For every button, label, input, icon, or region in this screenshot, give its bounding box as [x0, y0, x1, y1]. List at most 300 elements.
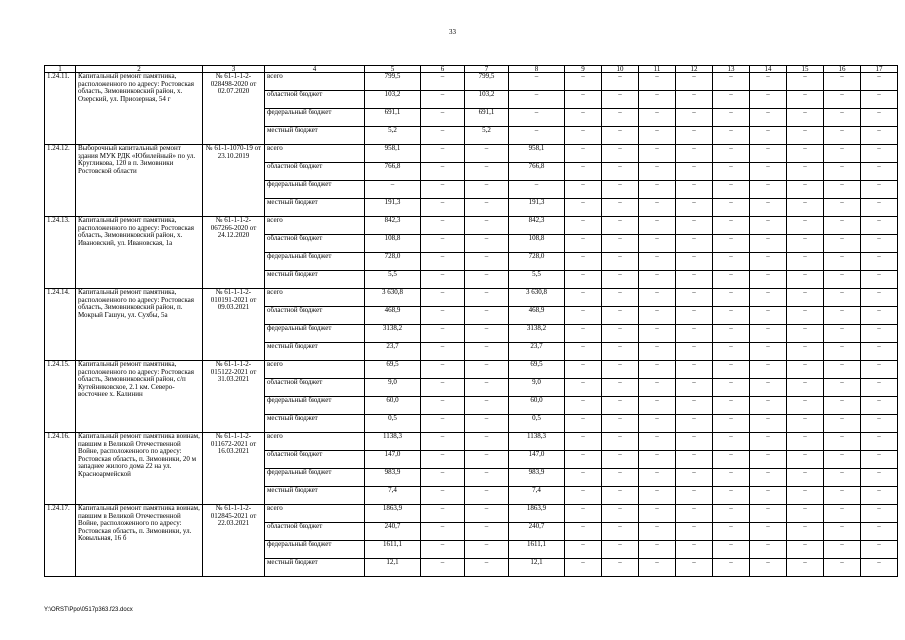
amount-col-7: – — [465, 325, 509, 343]
amount-col-7: – — [465, 217, 509, 235]
empty-dash-cell: – — [787, 451, 824, 469]
column-header-14: 14 — [750, 66, 787, 73]
empty-dash-cell: – — [824, 145, 861, 163]
empty-dash-cell: – — [787, 361, 824, 379]
empty-dash-cell: – — [421, 343, 465, 361]
amount-col-7: – — [465, 343, 509, 361]
empty-dash-cell: – — [861, 397, 898, 415]
empty-dash-cell: – — [787, 487, 824, 505]
empty-dash-cell: – — [824, 91, 861, 109]
funding-source: местный бюджет — [265, 559, 365, 577]
empty-dash-cell: – — [676, 325, 713, 343]
empty-dash-cell: – — [565, 271, 602, 289]
empty-dash-cell: – — [713, 109, 750, 127]
empty-dash-cell: – — [421, 559, 465, 577]
item-document: № 61-1-1-2-010191-2021 от 09.03.2021 — [203, 289, 265, 361]
amount-col-7: – — [465, 145, 509, 163]
column-header-7: 7 — [465, 66, 509, 73]
table-row — [45, 505, 898, 523]
amount-col-5: – — [365, 181, 421, 199]
empty-dash-cell: – — [824, 217, 861, 235]
empty-dash-cell: – — [602, 307, 639, 325]
empty-dash-cell: – — [861, 325, 898, 343]
amount-col-8: 5,5 — [509, 271, 565, 289]
empty-dash-cell: – — [750, 199, 787, 217]
empty-dash-cell: – — [787, 289, 824, 307]
amount-col-8: 468,9 — [509, 307, 565, 325]
empty-dash-cell: – — [787, 523, 824, 541]
empty-dash-cell: – — [861, 127, 898, 145]
empty-dash-cell: – — [639, 235, 676, 253]
amount-col-5: 766,8 — [365, 163, 421, 181]
empty-dash-cell: – — [676, 127, 713, 145]
amount-col-8: 60,0 — [509, 397, 565, 415]
amount-col-8: 3138,2 — [509, 325, 565, 343]
empty-dash-cell: – — [421, 307, 465, 325]
empty-dash-cell: – — [565, 325, 602, 343]
amount-col-7: – — [465, 523, 509, 541]
empty-dash-cell: – — [602, 253, 639, 271]
empty-dash-cell: – — [565, 289, 602, 307]
empty-dash-cell: – — [861, 415, 898, 433]
item-document: № 61-1-1070-19 от 23.10.2019 — [203, 145, 265, 217]
amount-col-7: – — [465, 379, 509, 397]
empty-dash-cell: – — [602, 397, 639, 415]
empty-dash-cell: – — [713, 199, 750, 217]
amount-col-7: – — [465, 451, 509, 469]
empty-dash-cell: – — [676, 433, 713, 451]
empty-dash-cell: – — [602, 469, 639, 487]
empty-dash-cell: – — [787, 541, 824, 559]
empty-dash-cell: – — [713, 163, 750, 181]
empty-dash-cell: – — [713, 559, 750, 577]
empty-dash-cell: – — [713, 541, 750, 559]
empty-dash-cell: – — [639, 181, 676, 199]
empty-dash-cell: – — [602, 181, 639, 199]
amount-col-5: 12,1 — [365, 559, 421, 577]
empty-dash-cell: – — [421, 145, 465, 163]
empty-dash-cell: – — [861, 361, 898, 379]
amount-col-7: – — [465, 541, 509, 559]
amount-col-7: – — [465, 307, 509, 325]
table-body — [45, 73, 898, 577]
empty-dash-cell: – — [565, 73, 602, 91]
table-row — [45, 145, 898, 163]
column-header-17: 17 — [861, 66, 898, 73]
empty-dash-cell: – — [750, 487, 787, 505]
amount-col-5: 3138,2 — [365, 325, 421, 343]
funding-source: федеральный бюджет — [265, 469, 365, 487]
empty-dash-cell: – — [824, 307, 861, 325]
amount-col-7: – — [465, 505, 509, 523]
empty-dash-cell: – — [787, 73, 824, 91]
funding-source: областной бюджет — [265, 91, 365, 109]
funding-source: всего — [265, 73, 365, 91]
amount-col-7: – — [465, 289, 509, 307]
empty-dash-cell: – — [639, 541, 676, 559]
empty-dash-cell: – — [713, 145, 750, 163]
empty-dash-cell: – — [861, 505, 898, 523]
empty-dash-cell: – — [787, 163, 824, 181]
empty-dash-cell: – — [787, 109, 824, 127]
amount-col-7: – — [465, 415, 509, 433]
empty-dash-cell: – — [565, 469, 602, 487]
empty-dash-cell: – — [861, 541, 898, 559]
empty-dash-cell: – — [861, 343, 898, 361]
funding-source: всего — [265, 145, 365, 163]
amount-col-8: 983,9 — [509, 469, 565, 487]
empty-dash-cell: – — [787, 415, 824, 433]
empty-dash-cell: – — [602, 127, 639, 145]
funding-source: всего — [265, 289, 365, 307]
empty-dash-cell: – — [421, 379, 465, 397]
amount-col-7: 799,5 — [465, 73, 509, 91]
column-header-11: 11 — [639, 66, 676, 73]
column-header-16: 16 — [824, 66, 861, 73]
empty-dash-cell: – — [602, 361, 639, 379]
empty-dash-cell: – — [639, 397, 676, 415]
empty-dash-cell: – — [602, 73, 639, 91]
empty-dash-cell: – — [787, 127, 824, 145]
funding-source: местный бюджет — [265, 487, 365, 505]
empty-dash-cell: – — [639, 307, 676, 325]
empty-dash-cell: – — [750, 559, 787, 577]
empty-dash-cell: – — [824, 505, 861, 523]
amount-col-8: 3 630,8 — [509, 289, 565, 307]
column-header-8: 8 — [509, 66, 565, 73]
amount-col-5: 1863,9 — [365, 505, 421, 523]
empty-dash-cell: – — [565, 199, 602, 217]
empty-dash-cell: – — [602, 217, 639, 235]
empty-dash-cell: – — [861, 235, 898, 253]
column-header-4: 4 — [265, 66, 365, 73]
empty-dash-cell: – — [861, 199, 898, 217]
empty-dash-cell: – — [824, 181, 861, 199]
empty-dash-cell: – — [750, 541, 787, 559]
item-number: 1.24.15. — [45, 361, 76, 433]
empty-dash-cell: – — [639, 253, 676, 271]
empty-dash-cell: – — [676, 505, 713, 523]
amount-col-8: 1138,3 — [509, 433, 565, 451]
item-document: № 61-1-1-2-012845-2021 от 22.03.2021 — [203, 505, 265, 577]
empty-dash-cell: – — [676, 487, 713, 505]
empty-dash-cell: – — [713, 487, 750, 505]
empty-dash-cell: – — [639, 415, 676, 433]
empty-dash-cell: – — [750, 469, 787, 487]
empty-dash-cell: – — [750, 181, 787, 199]
empty-dash-cell: – — [421, 289, 465, 307]
empty-dash-cell: – — [750, 73, 787, 91]
empty-dash-cell: – — [602, 487, 639, 505]
empty-dash-cell: – — [824, 109, 861, 127]
empty-dash-cell: – — [861, 253, 898, 271]
empty-dash-cell: – — [750, 217, 787, 235]
item-number: 1.24.11. — [45, 73, 76, 145]
empty-dash-cell: – — [676, 397, 713, 415]
empty-dash-cell: – — [824, 487, 861, 505]
amount-col-5: 69,5 — [365, 361, 421, 379]
empty-dash-cell: – — [861, 163, 898, 181]
empty-dash-cell: – — [639, 559, 676, 577]
empty-dash-cell: – — [861, 73, 898, 91]
funding-source: местный бюджет — [265, 199, 365, 217]
empty-dash-cell: – — [565, 415, 602, 433]
empty-dash-cell: – — [713, 397, 750, 415]
empty-dash-cell: – — [824, 289, 861, 307]
item-number: 1.24.12. — [45, 145, 76, 217]
empty-dash-cell: – — [565, 505, 602, 523]
empty-dash-cell: – — [602, 163, 639, 181]
amount-col-7: 5,2 — [465, 127, 509, 145]
empty-dash-cell: – — [824, 235, 861, 253]
amount-col-7: – — [465, 271, 509, 289]
empty-dash-cell: – — [824, 253, 861, 271]
amount-col-8: 9,0 — [509, 379, 565, 397]
amount-col-8: 7,4 — [509, 487, 565, 505]
empty-dash-cell: – — [676, 181, 713, 199]
item-name: Капитальный ремонт памятника воинам, павшим в Великой Отечественной Войне, расположенного по адресу: Ростовская область, п. Зимовники, 20 м западнее жилого дома 22 на ул. Красноармейской — [76, 433, 203, 505]
empty-dash-cell: – — [565, 343, 602, 361]
empty-dash-cell: – — [861, 289, 898, 307]
table-row — [45, 361, 898, 379]
empty-dash-cell: – — [824, 415, 861, 433]
empty-dash-cell: – — [565, 487, 602, 505]
empty-dash-cell: – — [676, 451, 713, 469]
empty-dash-cell: – — [824, 73, 861, 91]
empty-dash-cell: – — [861, 433, 898, 451]
amount-col-8: 23,7 — [509, 343, 565, 361]
empty-dash-cell: – — [421, 253, 465, 271]
empty-dash-cell: – — [713, 415, 750, 433]
amount-col-8: 1611,1 — [509, 541, 565, 559]
funding-source: федеральный бюджет — [265, 253, 365, 271]
column-header-13: 13 — [713, 66, 750, 73]
amount-col-8: 240,7 — [509, 523, 565, 541]
empty-dash-cell: – — [676, 307, 713, 325]
empty-dash-cell: – — [750, 235, 787, 253]
empty-dash-cell: – — [602, 433, 639, 451]
column-header-5: 5 — [365, 66, 421, 73]
amount-col-5: 191,3 — [365, 199, 421, 217]
amount-col-5: 7,4 — [365, 487, 421, 505]
table-row — [45, 433, 898, 451]
amount-col-5: 108,8 — [365, 235, 421, 253]
amount-col-5: 728,0 — [365, 253, 421, 271]
amount-col-5: 5,2 — [365, 127, 421, 145]
empty-dash-cell: – — [861, 559, 898, 577]
amount-col-5: 0,5 — [365, 415, 421, 433]
amount-col-8: – — [509, 91, 565, 109]
empty-dash-cell: – — [602, 289, 639, 307]
empty-dash-cell: – — [750, 397, 787, 415]
item-number: 1.24.14. — [45, 289, 76, 361]
empty-dash-cell: – — [713, 73, 750, 91]
empty-dash-cell: – — [750, 253, 787, 271]
empty-dash-cell: – — [861, 109, 898, 127]
empty-dash-cell: – — [565, 91, 602, 109]
column-header-6: 6 — [421, 66, 465, 73]
column-header-1: 1 — [45, 66, 76, 73]
empty-dash-cell: – — [713, 361, 750, 379]
empty-dash-cell: – — [750, 361, 787, 379]
empty-dash-cell: – — [421, 91, 465, 109]
empty-dash-cell: – — [713, 433, 750, 451]
table-header — [45, 66, 898, 73]
empty-dash-cell: – — [565, 235, 602, 253]
empty-dash-cell: – — [824, 271, 861, 289]
empty-dash-cell: – — [565, 217, 602, 235]
empty-dash-cell: – — [676, 235, 713, 253]
empty-dash-cell: – — [787, 559, 824, 577]
amount-col-7: – — [465, 469, 509, 487]
empty-dash-cell: – — [824, 559, 861, 577]
funding-source: местный бюджет — [265, 415, 365, 433]
empty-dash-cell: – — [639, 379, 676, 397]
table-row — [45, 289, 898, 307]
empty-dash-cell: – — [787, 235, 824, 253]
funding-source: областной бюджет — [265, 235, 365, 253]
empty-dash-cell: – — [787, 505, 824, 523]
empty-dash-cell: – — [861, 469, 898, 487]
amount-col-5: 5,5 — [365, 271, 421, 289]
empty-dash-cell: – — [824, 325, 861, 343]
empty-dash-cell: – — [824, 361, 861, 379]
empty-dash-cell: – — [676, 253, 713, 271]
empty-dash-cell: – — [421, 325, 465, 343]
empty-dash-cell: – — [421, 181, 465, 199]
empty-dash-cell: – — [713, 343, 750, 361]
empty-dash-cell: – — [861, 379, 898, 397]
item-name: Капитальный ремонт памятника, расположенного по адресу: Ростовская область, Зимовниковский район, х. Ивановский, ул. Ивановская, 1а — [76, 217, 203, 289]
item-name: Выборочный капитальный ремонт здания МУК РДК «Юбилейный» по ул. Кругликова, 120 в п. Зимовники Ростовской области — [76, 145, 203, 217]
empty-dash-cell: – — [824, 523, 861, 541]
empty-dash-cell: – — [565, 523, 602, 541]
empty-dash-cell: – — [787, 91, 824, 109]
empty-dash-cell: – — [824, 397, 861, 415]
amount-col-7: – — [465, 163, 509, 181]
amount-col-8: 728,0 — [509, 253, 565, 271]
empty-dash-cell: – — [639, 451, 676, 469]
amount-col-7: 103,2 — [465, 91, 509, 109]
empty-dash-cell: – — [639, 289, 676, 307]
empty-dash-cell: – — [676, 145, 713, 163]
empty-dash-cell: – — [861, 523, 898, 541]
amount-col-5: 958,1 — [365, 145, 421, 163]
column-header-9: 9 — [565, 66, 602, 73]
empty-dash-cell: – — [787, 199, 824, 217]
empty-dash-cell: – — [750, 271, 787, 289]
empty-dash-cell: – — [676, 163, 713, 181]
empty-dash-cell: – — [861, 91, 898, 109]
amount-col-5: 799,5 — [365, 73, 421, 91]
funding-source: федеральный бюджет — [265, 325, 365, 343]
empty-dash-cell: – — [713, 505, 750, 523]
item-name: Капитальный ремонт памятника воинам, павшим в Великой Отечественной Войне, расположенного по адресу: Ростовская область, п. Зимовники, ул. Ковыльная, 16 б — [76, 505, 203, 577]
amount-col-8: 191,3 — [509, 199, 565, 217]
funding-source: областной бюджет — [265, 307, 365, 325]
empty-dash-cell: – — [565, 109, 602, 127]
empty-dash-cell: – — [750, 289, 787, 307]
empty-dash-cell: – — [639, 217, 676, 235]
empty-dash-cell: – — [602, 199, 639, 217]
empty-dash-cell: – — [713, 469, 750, 487]
empty-dash-cell: – — [421, 217, 465, 235]
empty-dash-cell: – — [421, 487, 465, 505]
empty-dash-cell: – — [787, 145, 824, 163]
amount-col-7: – — [465, 487, 509, 505]
item-name: Капитальный ремонт памятника, расположенного по адресу: Ростовская область, Зимовниковский район, х. Озерский, ул. Приозерная, 54 г — [76, 73, 203, 145]
amount-col-5: 842,3 — [365, 217, 421, 235]
item-document: № 61-1-1-2-028498-2020 от 02.07.2020 — [203, 73, 265, 145]
amount-col-8: – — [509, 127, 565, 145]
empty-dash-cell: – — [787, 343, 824, 361]
empty-dash-cell: – — [750, 379, 787, 397]
empty-dash-cell: – — [421, 163, 465, 181]
empty-dash-cell: – — [824, 433, 861, 451]
empty-dash-cell: – — [713, 217, 750, 235]
amount-col-5: 23,7 — [365, 343, 421, 361]
empty-dash-cell: – — [421, 73, 465, 91]
empty-dash-cell: – — [713, 289, 750, 307]
funding-source: всего — [265, 217, 365, 235]
empty-dash-cell: – — [676, 415, 713, 433]
empty-dash-cell: – — [676, 91, 713, 109]
funding-source: областной бюджет — [265, 523, 365, 541]
empty-dash-cell: – — [676, 217, 713, 235]
empty-dash-cell: – — [602, 505, 639, 523]
empty-dash-cell: – — [787, 379, 824, 397]
empty-dash-cell: – — [639, 523, 676, 541]
amount-col-5: 103,2 — [365, 91, 421, 109]
empty-dash-cell: – — [750, 307, 787, 325]
footer-file-path: Y:\ORST\Ppo\0517p363.f23.docx — [44, 607, 133, 613]
empty-dash-cell: – — [639, 433, 676, 451]
item-number: 1.24.16. — [45, 433, 76, 505]
funding-source: федеральный бюджет — [265, 109, 365, 127]
empty-dash-cell: – — [787, 433, 824, 451]
funding-source: всего — [265, 361, 365, 379]
empty-dash-cell: – — [713, 181, 750, 199]
column-header-12: 12 — [676, 66, 713, 73]
empty-dash-cell: – — [565, 559, 602, 577]
empty-dash-cell: – — [639, 343, 676, 361]
funding-source: областной бюджет — [265, 163, 365, 181]
empty-dash-cell: – — [565, 253, 602, 271]
empty-dash-cell: – — [713, 451, 750, 469]
empty-dash-cell: – — [676, 559, 713, 577]
empty-dash-cell: – — [639, 145, 676, 163]
amount-col-5: 691,1 — [365, 109, 421, 127]
empty-dash-cell: – — [639, 109, 676, 127]
empty-dash-cell: – — [421, 541, 465, 559]
amount-col-8: – — [509, 73, 565, 91]
item-number: 1.24.17. — [45, 505, 76, 577]
empty-dash-cell: – — [713, 523, 750, 541]
empty-dash-cell: – — [676, 271, 713, 289]
empty-dash-cell: – — [713, 325, 750, 343]
empty-dash-cell: – — [565, 451, 602, 469]
amount-col-5: 3 630,8 — [365, 289, 421, 307]
empty-dash-cell: – — [824, 469, 861, 487]
amount-col-7: – — [465, 559, 509, 577]
table-row — [45, 73, 898, 91]
empty-dash-cell: – — [602, 379, 639, 397]
empty-dash-cell: – — [421, 397, 465, 415]
empty-dash-cell: – — [639, 91, 676, 109]
empty-dash-cell: – — [565, 379, 602, 397]
amount-col-5: 983,9 — [365, 469, 421, 487]
empty-dash-cell: – — [676, 109, 713, 127]
